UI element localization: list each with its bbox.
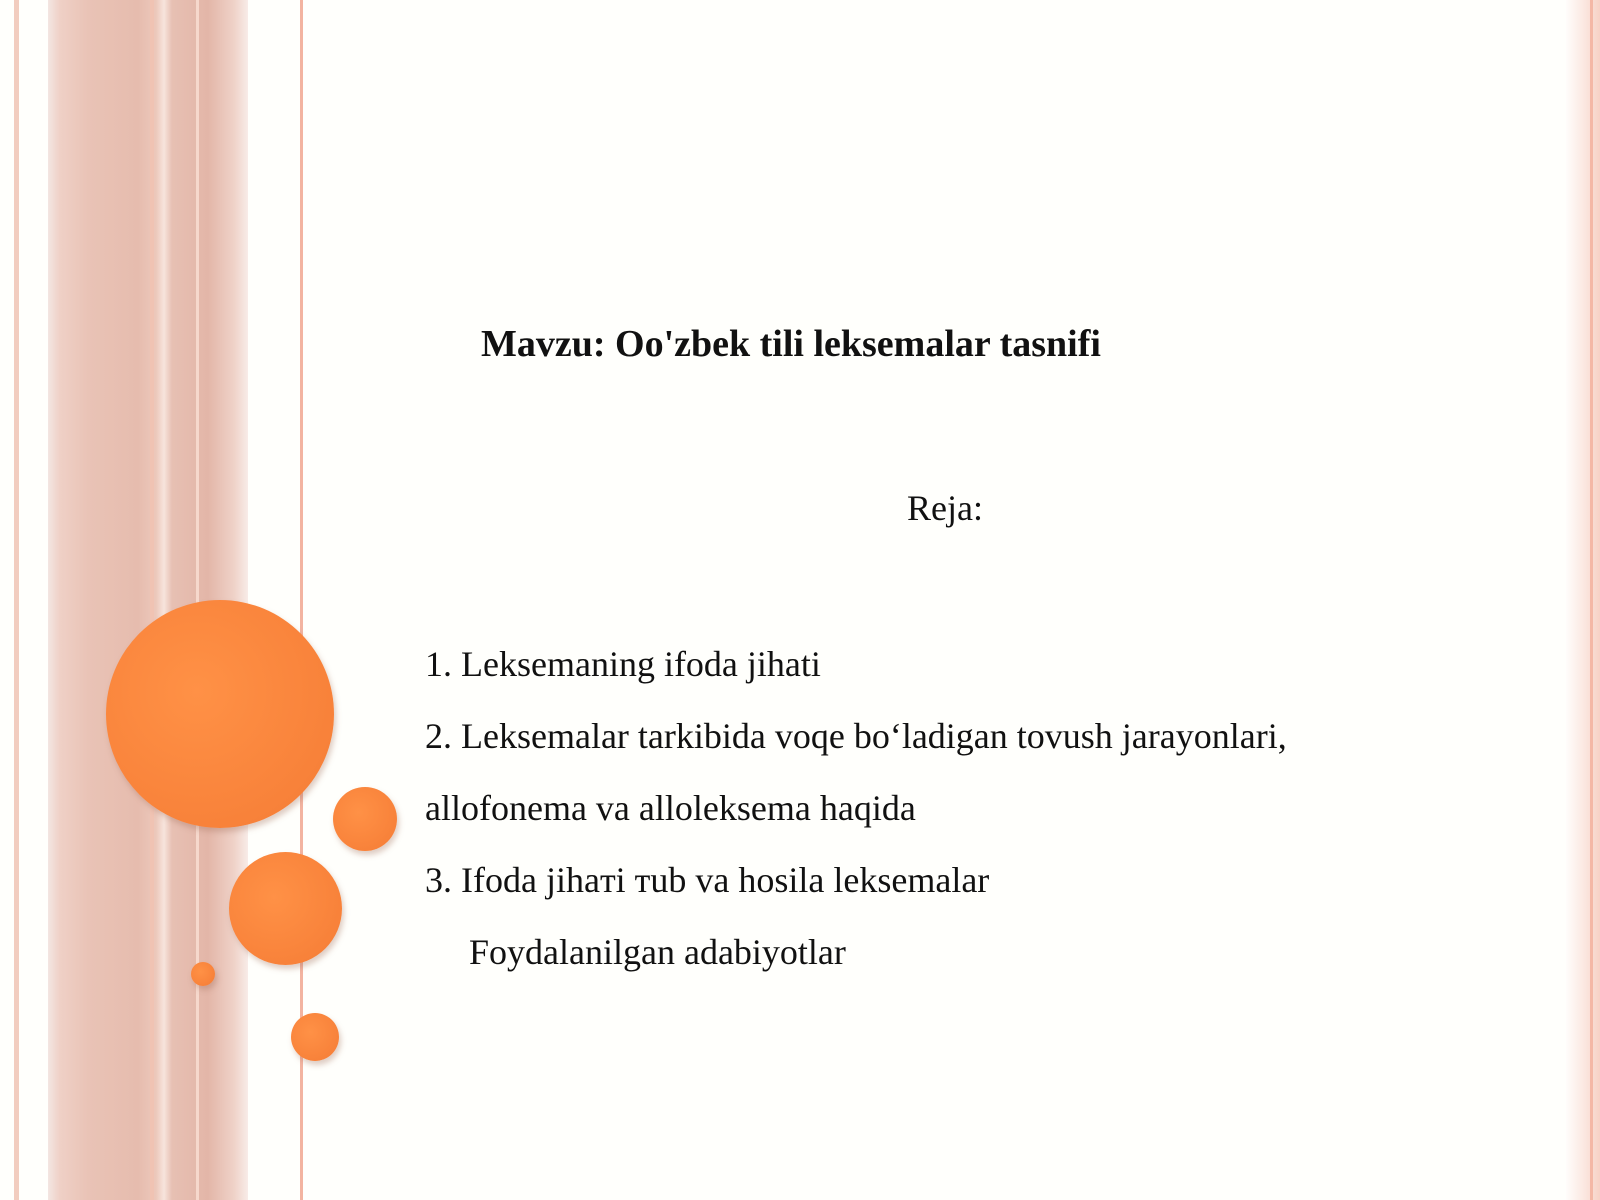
plan-item-references: Foydalanilgan adabiyotlar: [469, 932, 846, 972]
decorative-circle-small: [333, 787, 397, 851]
decorative-circle-tiny: [191, 962, 215, 986]
slide-title: Mavzu: Oo'zbek tili leksemalar tasnifi: [481, 323, 1101, 365]
decorative-edge-stripe: [14, 0, 19, 1200]
decorative-circle-small: [291, 1013, 339, 1061]
decorative-right-edge: [1566, 0, 1600, 1200]
decorative-thin-stripe: [196, 0, 199, 1200]
decorative-circle-medium: [229, 852, 342, 965]
plan-heading: Reja:: [907, 488, 983, 528]
plan-list: [425, 628, 1287, 988]
decorative-circle-large: [106, 600, 334, 828]
plan-item: allofonema va alloleksema haqida: [425, 788, 916, 828]
plan-item: 1. Leksemaning ifoda jihati: [425, 644, 821, 684]
plan-item: 3. Ifoda jihaтi тub va hosila leksemalar: [425, 860, 990, 900]
decorative-thin-stripe: [150, 0, 154, 1200]
decorative-right-line: [1590, 0, 1593, 1200]
plan-item: 2. Leksemalar tarkibida voqe bo‘ladigan tovush jarayonlari,: [425, 716, 1287, 756]
